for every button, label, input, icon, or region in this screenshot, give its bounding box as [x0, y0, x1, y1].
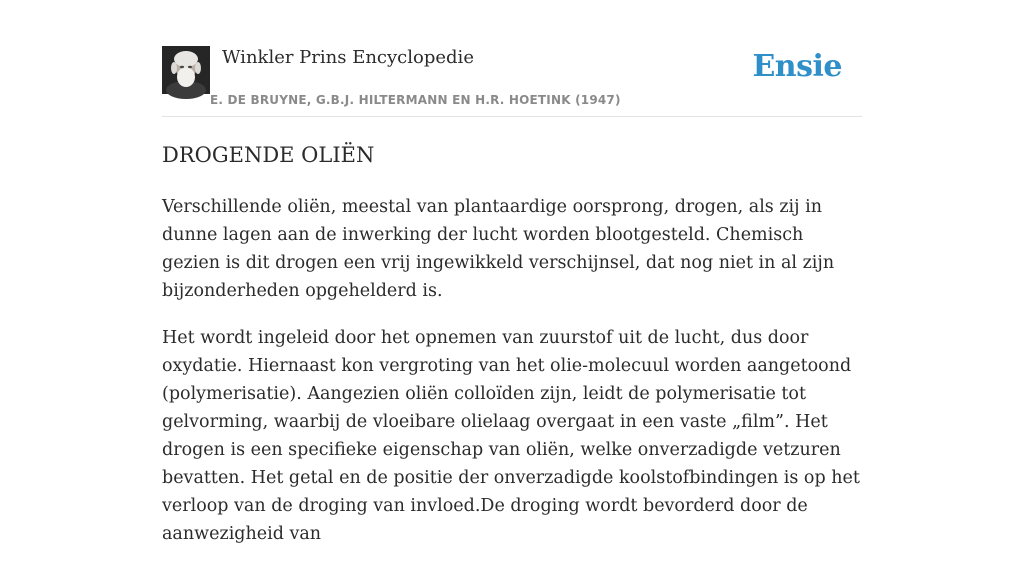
page-header: [162, 46, 862, 117]
author-avatar: [162, 46, 210, 94]
ensie-logo-link[interactable]: Ensie: [752, 49, 842, 84]
article: [162, 140, 862, 567]
article-paragraph-1: Verschillende oliën, meestal van plantaardige oorsprong, drogen, als zij in dunne lagen aan de inwerking der lucht worden blootgesteld. Chemisch gezien is dit drogen een vrij ingewikkeld verschijnsel, dat nog niet in al zijn bijzonderheden opgehelderd is.: [162, 197, 835, 301]
article-title: DROGENDE OLIËN: [162, 143, 375, 167]
article-paragraph-2: Het wordt ingeleid door het opnemen van zuurstof uit de lucht, dus door oxydatie. Hiernaast kon vergroting van het olie-molecuul worden aangetoond (polymerisatie). Aangezien oliën colloïden zijn, leidt de polymerisatie tot gelvorming, waarbij de vloeibare olielaag overgaat in een vaste „film”. Het drogen is een specifieke eigenschap van oliën, welke onverzadigde vetzuren bevatten. Het getal en de positie der onverzadigde koolstofbindingen is op het verloop van de droging van invloed.De droging wordt bevorderd door de aanwezigheid van: [162, 328, 860, 544]
source-title[interactable]: Winkler Prins Encyclopedie: [222, 47, 474, 68]
authors-line: E. DE BRUYNE, G.B.J. HILTERMANN EN H.R. HOETINK (1947): [210, 93, 621, 107]
